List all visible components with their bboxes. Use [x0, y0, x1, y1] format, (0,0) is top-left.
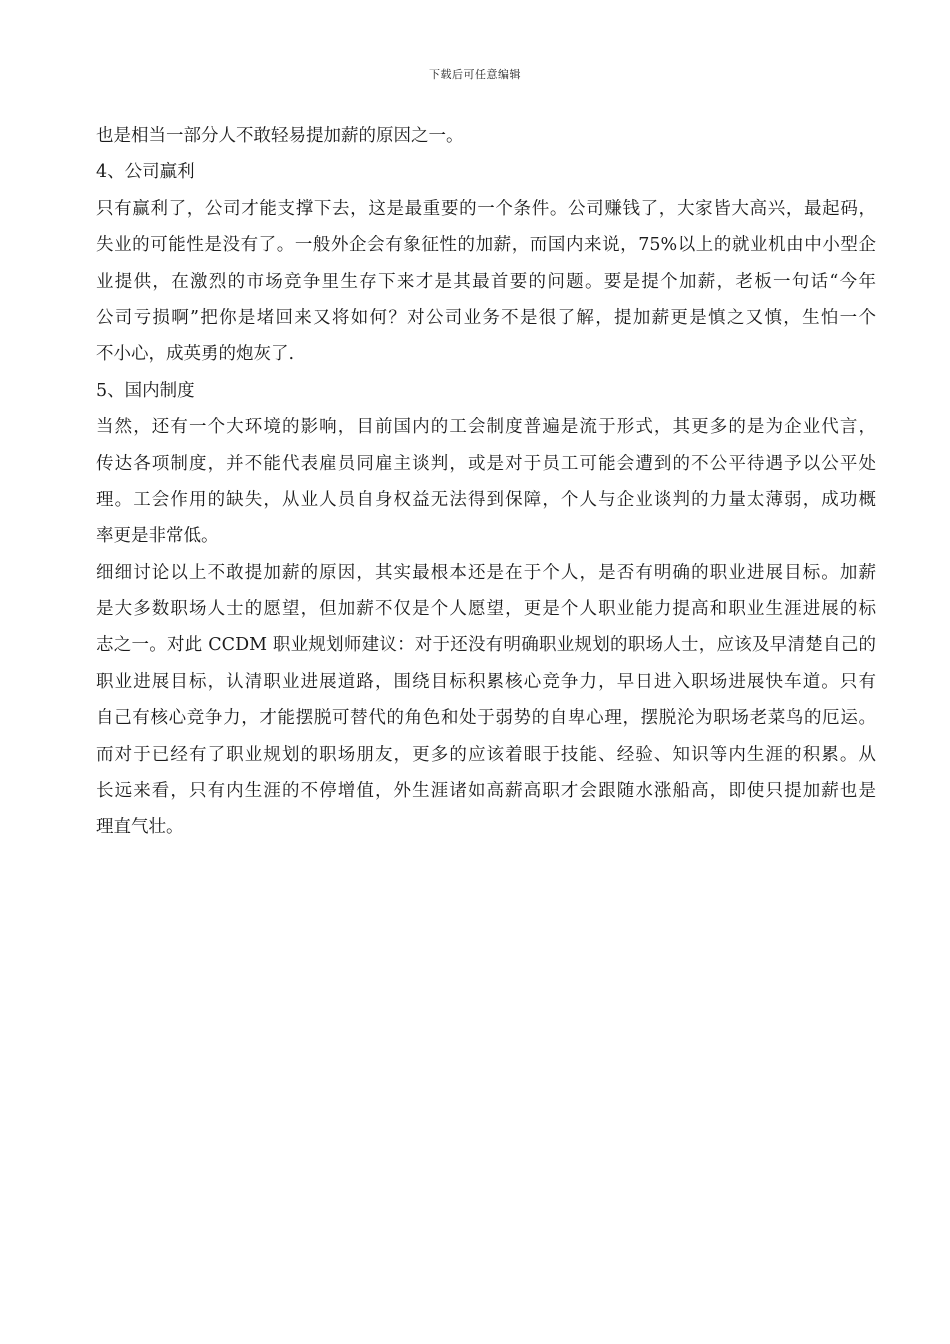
text-line: 传达各项制度，并不能代表雇员同雇主谈判，或是对于员工可能会遭到的不公平待遇予以公平处 — [96, 453, 876, 474]
text-line: 而对于已经有了职业规划的职场朋友，更多的应该着眼于技能、经验、知识等内生涯的积累。从 — [96, 744, 876, 765]
text-line: 理直气壮。 — [96, 817, 184, 838]
page-header: 下载后可任意编辑 — [429, 68, 521, 81]
text-line: 业提供，在激烈的市场竞争里生存下来才是其最首要的问题。要是提个加薪，老板一句话“今年 — [96, 271, 876, 292]
text-line: 失业的可能性是没有了。一般外企会有象征性的加薪，而国内来说，75%以上的就业机由中小型企 — [96, 235, 876, 256]
text-line: 是大多数职场人士的愿望，但加薪不仅是个人愿望，更是个人职业能力提高和职业生涯进展的标 — [96, 599, 876, 620]
text-line: 理。工会作用的缺失，从业人员自身权益无法得到保障，个人与企业谈判的力量太薄弱，成功概 — [96, 489, 876, 510]
text-line: 也是相当一部分人不敢轻易提加薪的原因之一。 — [96, 126, 464, 146]
text-line: 职业进展目标，认清职业进展道路，围绕目标积累核心竞争力，早日进入职场进展快车道。只有 — [96, 671, 876, 692]
section-heading: 4、公司赢利 — [96, 162, 195, 183]
text-line: 当然，还有一个大环境的影响，目前国内的工会制度普遍是流于形式，其更多的是为企业代言， — [96, 417, 876, 438]
text-line: 细细讨论以上不敢提加薪的原因，其实最根本还是在于个人，是否有明确的职业进展目标。加薪 — [96, 562, 876, 583]
text-line: 志之一。对此 CCDM 职业规划师建议：对于还没有明确职业规划的职场人士，应该及早清楚自己的 — [96, 635, 876, 656]
text-line: 只有赢利了，公司才能支撑下去，这是最重要的一个条件。公司赚钱了，大家皆大高兴，最起码， — [96, 198, 876, 219]
text-line: 率更是非常低。 — [96, 526, 219, 547]
text-line: 不小心，成英勇的炮灰了. — [96, 344, 295, 365]
section-heading: 5、国内制度 — [96, 380, 195, 401]
text-line: 长远来看，只有内生涯的不停增值，外生涯诸如高薪高职才会跟随水涨船高，即使只提加薪也是 — [96, 781, 876, 802]
text-line: 公司亏损啊”把你是堵回来又将如何？对公司业务不是很了解，提加薪更是慎之又慎，生怕一个 — [96, 307, 876, 328]
document-body — [96, 118, 876, 846]
text-line: 自己有核心竞争力，才能摆脱可替代的角色和处于弱势的自卑心理，摆脱沦为职场老菜鸟的厄运。 — [96, 708, 876, 729]
